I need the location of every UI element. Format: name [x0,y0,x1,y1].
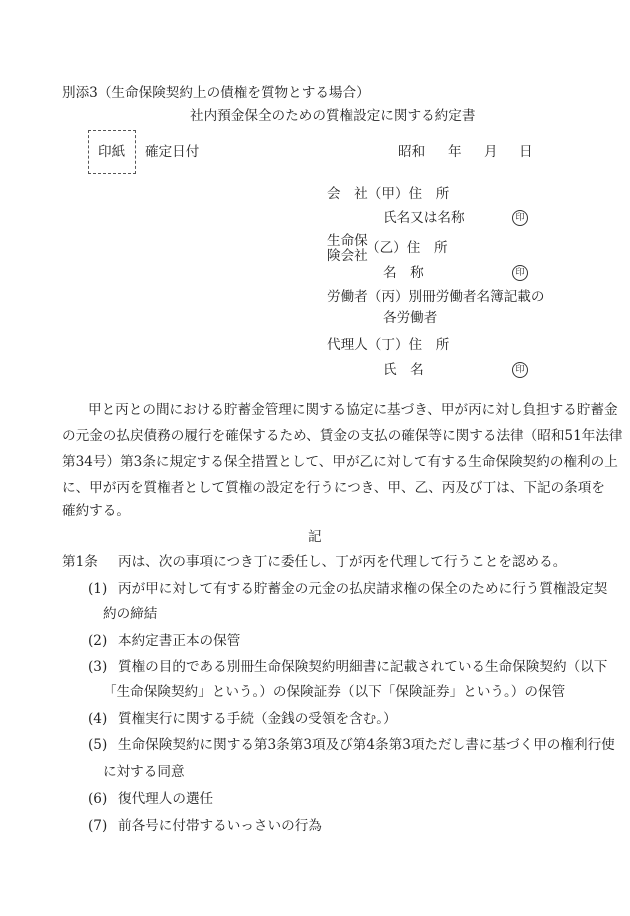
party-insurer-line1: 生命保 [327,233,368,249]
item-continuation: に対する同意 [103,764,185,780]
item-text: 本約定書正本の保管 [118,633,241,649]
ki-heading: 記 [308,529,322,545]
body-line: の元金の払戻債務の履行を確保するため、賃金の支払の確保等に関する法律（昭和51年法律 [62,428,623,444]
party-company: 会 社（甲）住 所 [327,186,450,202]
item-text: 丙が甲に対して有する貯蓄金の元金の払戻請求権の保全のために行う質権設定契 [118,581,608,597]
item-text: 質権の目的である別冊生命保険契約明細書に記載されている生命保険契約（以下 [118,659,608,675]
month-label: 月 [484,144,498,160]
party-workers-2: 各労働者 [383,310,438,326]
item-text: 前各号に付帯するいっさいの行為 [118,818,322,834]
item-number: (2) [88,633,108,649]
body-line: 確約する。 [62,503,130,519]
party-agent-name: 氏 名 [383,362,424,378]
item-text: 質権実行に関する手続（金銭の受領を含む。） [118,711,397,727]
item-number: (7) [88,818,108,834]
year-label: 年 [448,144,462,160]
party-insurer-name: 名 称 [383,265,424,281]
party-workers: 労働者（丙）別冊労働者名簿記載の [327,289,545,305]
item-continuation: 約の締結 [103,606,158,622]
day-label: 日 [519,144,533,160]
stamp-label: 印紙 [98,144,126,160]
item-number: (4) [88,711,108,727]
document-title: 社内預金保全のための質権設定に関する約定書 [190,108,476,124]
era-label: 昭和 [398,144,426,160]
seal-icon: 印 [512,210,528,226]
body-line: 甲と丙との間における貯蓄金管理に関する協定に基づき、甲が丙に対し負担する貯蓄金 [88,402,618,418]
item-text: 復代理人の選任 [118,791,214,807]
item-number: (3) [88,659,108,675]
certified-date-label: 確定日付 [145,144,200,160]
body-line: 第34号）第3条に規定する保全措置として、甲が乙に対して有する生命保険契約の権利の上 [62,454,618,470]
item-text: 生命保険契約に関する第3条第3項及び第4条第3項ただし書に基づく甲の権利行使 [118,737,615,753]
article-text: 丙は、次の事項につき丁に委任し、丁が丙を代理して行うことを認める。 [118,554,567,570]
body-line: に、甲が丙を質権者として質権の設定を行うにつき、甲、乙、丙及び丁は、下記の条項を [62,480,605,496]
annex-label: 別添3（生命保険契約上の債権を質物とする場合） [62,85,370,101]
party-company-name: 氏名又は名称 [383,210,465,226]
seal-icon: 印 [512,265,528,281]
seal-icon: 印 [512,362,528,378]
item-number: (5) [88,737,108,753]
item-continuation: 「生命保険契約」という。）の保険証券（以下「保険証券」という。）の保管 [103,684,566,700]
party-insurer-line2: 険会社 [327,248,368,264]
party-insurer-address: （乙）住 所 [366,240,448,256]
party-agent: 代理人（丁）住 所 [327,337,450,353]
item-number: (6) [88,791,108,807]
article-label: 第1条 [62,554,98,570]
item-number: (1) [88,581,108,597]
